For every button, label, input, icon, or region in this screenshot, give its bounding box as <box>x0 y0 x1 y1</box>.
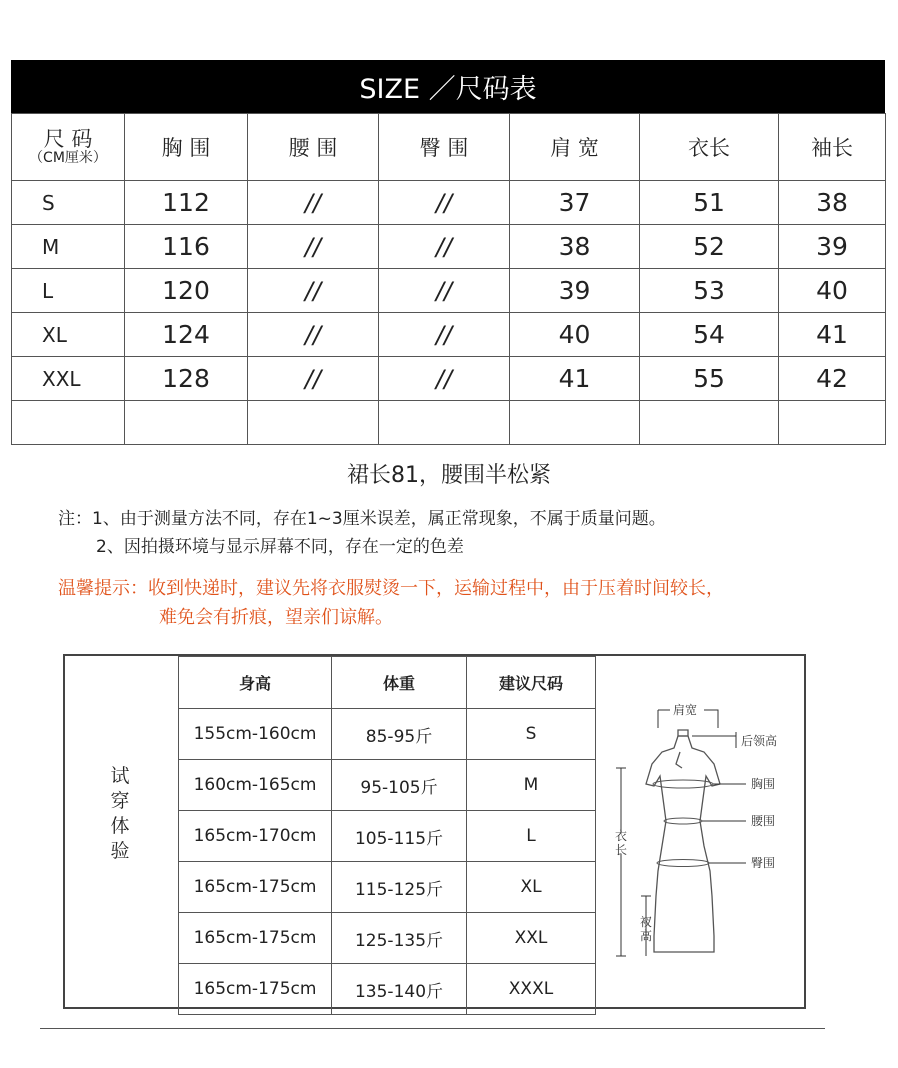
table-row <box>179 760 596 811</box>
cell-hip: // <box>379 313 510 357</box>
cell-waist: // <box>248 313 379 357</box>
fitting-size: XXL <box>467 913 596 964</box>
header-waist: 腰 围 <box>248 114 379 181</box>
cell-length: 51 <box>640 181 779 225</box>
empty-cell <box>640 401 779 445</box>
cell-shoulder: 38 <box>510 225 640 269</box>
cell-hip: // <box>379 357 510 401</box>
cell-length: 54 <box>640 313 779 357</box>
table-row <box>12 269 886 313</box>
cell-size: XXL <box>12 357 125 401</box>
fitting-weight: 105-115斤 <box>332 811 467 862</box>
cell-waist: // <box>248 357 379 401</box>
tip-line-2: 难免会有折痕，望亲们谅解。 <box>159 607 393 628</box>
fitting-size: L <box>467 811 596 862</box>
empty-cell <box>779 401 886 445</box>
cell-size: XL <box>12 313 125 357</box>
fitting-label <box>109 764 131 864</box>
cell-hip: // <box>379 181 510 225</box>
diagram-label-waist: 腰围 <box>751 814 776 828</box>
cell-size: M <box>12 225 125 269</box>
header-length: 衣长 <box>640 114 779 181</box>
cell-waist: // <box>248 181 379 225</box>
fitting-size: S <box>467 709 596 760</box>
cell-length: 52 <box>640 225 779 269</box>
diagram-label-hip: 臀围 <box>751 856 776 870</box>
chest-band <box>653 780 713 788</box>
cell-sleeve: 41 <box>779 313 886 357</box>
skirt-length-note: 裙长81，腰围半松紧 <box>347 463 551 488</box>
fitting-weight: 125-135斤 <box>332 913 467 964</box>
fitting-weight: 85-95斤 <box>332 709 467 760</box>
dress-diagram-svg <box>596 656 807 1007</box>
fitting-height: 165cm-175cm <box>179 862 332 913</box>
fitting-weight: 115-125斤 <box>332 862 467 913</box>
dress-outline <box>646 730 720 952</box>
cell-size: S <box>12 181 125 225</box>
size-table <box>11 113 886 445</box>
diagram-label-length-char: 长 <box>615 843 628 857</box>
diagram-label-slit-char: 高 <box>640 929 653 943</box>
fitting-header-weight: 体重 <box>332 657 467 709</box>
note-line-1: 注：1、由于测量方法不同，存在1~3厘米误差，属正常现象，不属于质量问题。 <box>58 509 666 529</box>
cell-length: 55 <box>640 357 779 401</box>
table-row <box>179 964 596 1015</box>
cell-chest: 128 <box>125 357 248 401</box>
header-hip: 臀 围 <box>379 114 510 181</box>
leader-lines <box>616 710 746 956</box>
header-size-unit: （CM厘米） <box>29 149 107 166</box>
diagram-label-chest: 胸围 <box>751 777 776 791</box>
table-row <box>12 181 886 225</box>
fitting-weight: 95-105斤 <box>332 760 467 811</box>
header-sleeve: 袖长 <box>779 114 886 181</box>
diagram-label-slit-char: 衩 <box>640 915 653 929</box>
cell-chest: 116 <box>125 225 248 269</box>
fitting-label-char: 试 <box>110 765 130 787</box>
table-row <box>12 357 886 401</box>
cell-size: L <box>12 269 125 313</box>
table-row <box>179 811 596 862</box>
empty-cell <box>510 401 640 445</box>
note-line-2: 2、因拍摄环境与显示屏幕不同，存在一定的色差 <box>96 537 464 557</box>
header-size <box>12 114 125 181</box>
cell-sleeve: 39 <box>779 225 886 269</box>
tip-line-1: 温馨提示：收到快递时，建议先将衣服熨烫一下，运输过程中，由于压着时间较长， <box>58 578 724 599</box>
table-row <box>12 313 886 357</box>
fitting-header-row <box>179 657 596 709</box>
fitting-size: M <box>467 760 596 811</box>
header-shoulder: 肩 宽 <box>510 114 640 181</box>
cell-sleeve: 42 <box>779 357 886 401</box>
fitting-header-size: 建议尺码 <box>467 657 596 709</box>
waist-band <box>664 818 702 824</box>
table-row <box>179 862 596 913</box>
fitting-table <box>178 656 596 1015</box>
cell-waist: // <box>248 269 379 313</box>
empty-cell <box>125 401 248 445</box>
table-row-empty <box>12 401 886 445</box>
cell-chest: 120 <box>125 269 248 313</box>
fitting-size: XL <box>467 862 596 913</box>
fitting-height: 165cm-170cm <box>179 811 332 862</box>
fitting-weight: 135-140斤 <box>332 964 467 1015</box>
table-row <box>179 709 596 760</box>
empty-cell <box>248 401 379 445</box>
cell-shoulder: 37 <box>510 181 640 225</box>
cell-hip: // <box>379 269 510 313</box>
bottom-divider <box>40 1028 825 1029</box>
fitting-panel <box>63 654 806 1009</box>
diagram-label-shoulder: 肩宽 <box>673 703 698 717</box>
fitting-height: 165cm-175cm <box>179 913 332 964</box>
cell-shoulder: 41 <box>510 357 640 401</box>
fitting-label-char: 穿 <box>110 790 130 812</box>
cell-shoulder: 39 <box>510 269 640 313</box>
cell-sleeve: 38 <box>779 181 886 225</box>
fitting-height: 160cm-165cm <box>179 760 332 811</box>
cell-hip: // <box>379 225 510 269</box>
cell-length: 53 <box>640 269 779 313</box>
empty-cell <box>379 401 510 445</box>
cell-chest: 112 <box>125 181 248 225</box>
fitting-height: 165cm-175cm <box>179 964 332 1015</box>
table-row <box>12 225 886 269</box>
table-row <box>179 913 596 964</box>
fitting-size: XXXL <box>467 964 596 1015</box>
cell-sleeve: 40 <box>779 269 886 313</box>
size-table-title: SIZE ／尺码表 <box>11 60 885 113</box>
diagram-label-length-char: 衣 <box>615 829 628 843</box>
empty-cell <box>12 401 125 445</box>
fitting-label-char: 验 <box>110 840 130 862</box>
fitting-label-char: 体 <box>110 815 130 837</box>
fitting-height: 155cm-160cm <box>179 709 332 760</box>
fitting-header-height: 身高 <box>179 657 332 709</box>
hip-band <box>657 860 709 867</box>
header-chest: 胸 围 <box>125 114 248 181</box>
cell-waist: // <box>248 225 379 269</box>
size-table-header-row <box>12 114 886 181</box>
diagram-label-back-collar: 后领高 <box>741 734 778 748</box>
header-size-label: 尺 码 <box>43 126 93 151</box>
cell-chest: 124 <box>125 313 248 357</box>
dress-diagram <box>595 656 807 1007</box>
cell-shoulder: 40 <box>510 313 640 357</box>
